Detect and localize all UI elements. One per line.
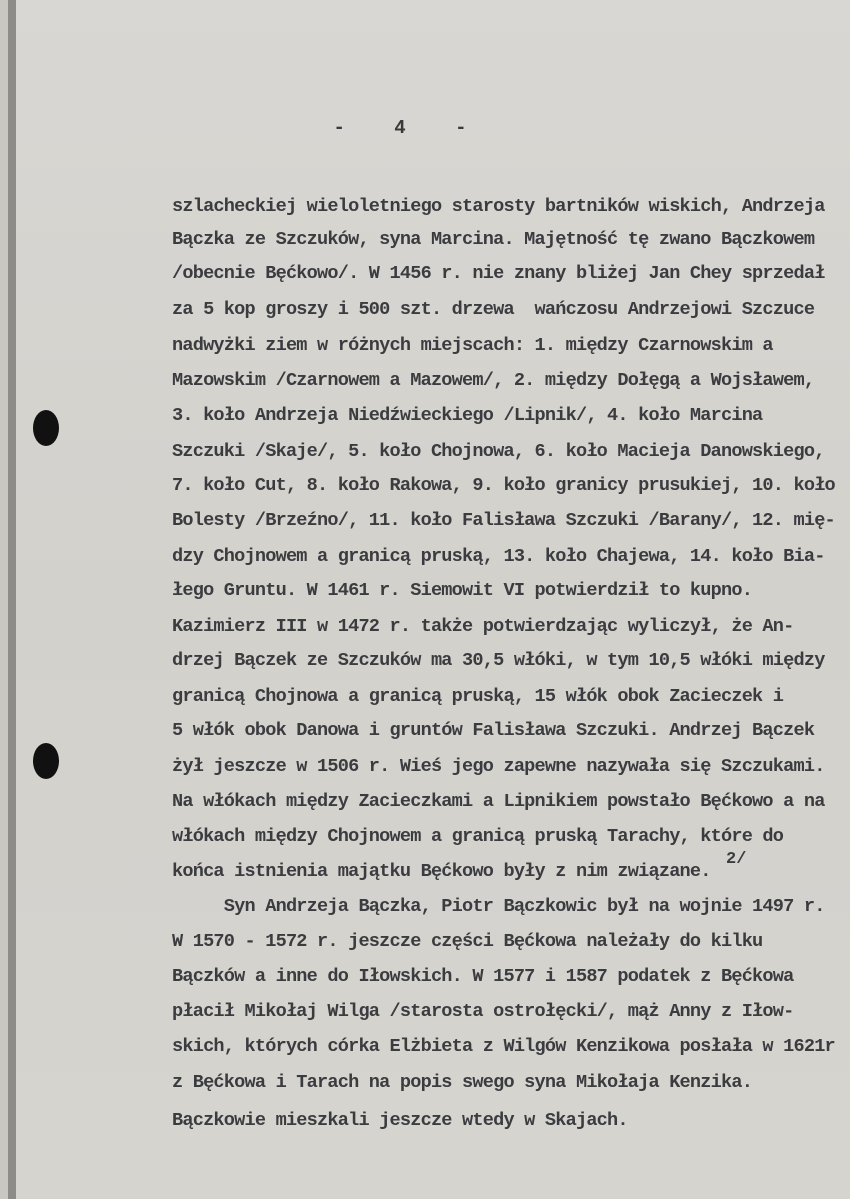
text-line: Na włókach między Zacieczkami a Lipnikiem powstało Bęćkowo a na	[172, 791, 825, 812]
text-line: /obecnie Bęćkowo/. W 1456 r. nie znany bliżej Jan Chey sprzedał	[172, 263, 825, 284]
text-line: Kazimierz III w 1472 r. także potwierdzając wyliczył, że An-	[172, 616, 794, 637]
text-line: płacił Mikołaj Wilga /starosta ostrołęcki/, mąż Anny z Iłow-	[172, 1001, 794, 1022]
page-number: - 4 -	[333, 117, 467, 139]
page-edge	[8, 0, 16, 1199]
text-line: za 5 kop groszy i 500 szt. drzewa wańczosu Andrzejowi Szczuce	[172, 299, 815, 320]
text-line: Bączkowie mieszkali jeszcze wtedy w Skajach.	[172, 1110, 628, 1131]
text-line: W 1570 - 1572 r. jeszcze części Bęćkowa należały do kilku	[172, 931, 763, 952]
text-line: Szczuki /Skaje/, 5. koło Chojnowa, 6. koło Macieja Danowskiego,	[172, 441, 825, 462]
footnote-marker: 2/	[726, 850, 747, 869]
text-line: dzy Chojnowem a granicą pruską, 13. koło Chajewa, 14. koło Bia-	[172, 546, 825, 567]
text-line: szlacheckiej wieloletniego starosty bartników wiskich, Andrzeja	[172, 196, 825, 217]
text-line: Mazowskim /Czarnowem a Mazowem/, 2. między Dołęgą a Wojsławem,	[172, 370, 815, 391]
text-line: żył jeszcze w 1506 r. Wieś jego zapewne nazywała się Szczukami.	[172, 756, 825, 777]
punch-hole	[33, 410, 59, 446]
text-line: 3. koło Andrzeja Niedźwieckiego /Lipnik/, 4. koło Marcina	[172, 405, 763, 426]
text-line: z Bęćkowa i Tarach na popis swego syna Mikołaja Kenzika.	[172, 1072, 753, 1093]
text-line: 5 włók obok Danowa i gruntów Falisława Szczuki. Andrzej Bączek	[172, 720, 815, 741]
text-line: 7. koło Cut, 8. koło Rakowa, 9. koło granicy prusukiej, 10. koło	[172, 475, 835, 496]
text-line: końca istnienia majątku Bęćkowo były z nim związane.	[172, 861, 711, 882]
text-line: drzej Bączek ze Szczuków ma 30,5 włóki, w tym 10,5 włóki między	[172, 650, 825, 671]
text-line: Bączka ze Szczuków, syna Marcina. Majętność tę zwano Bączkowem	[172, 229, 815, 250]
punch-hole	[33, 743, 59, 779]
text-line: nadwyżki ziem w różnych miejscach: 1. między Czarnowskim a	[172, 335, 773, 356]
text-line: włókach między Chojnowem a granicą pruską Tarachy, które do	[172, 826, 784, 847]
text-line: granicą Chojnowa a granicą pruską, 15 włók obok Zacieczek i	[172, 686, 784, 707]
text-line: Bolesty /Brzeźno/, 11. koło Falisława Szczuki /Barany/, 12. mię-	[172, 510, 835, 531]
text-line: Syn Andrzeja Bączka, Piotr Bączkowic był na wojnie 1497 r.	[172, 896, 825, 917]
text-line: Bączków a inne do Iłowskich. W 1577 i 1587 podatek z Bęćkowa	[172, 966, 794, 987]
text-line: skich, których córka Elżbieta z Wilgów Kenzikowa posłała w 1621r	[172, 1036, 835, 1057]
text-line: łego Gruntu. W 1461 r. Siemowit VI potwierdził to kupno.	[172, 580, 753, 601]
